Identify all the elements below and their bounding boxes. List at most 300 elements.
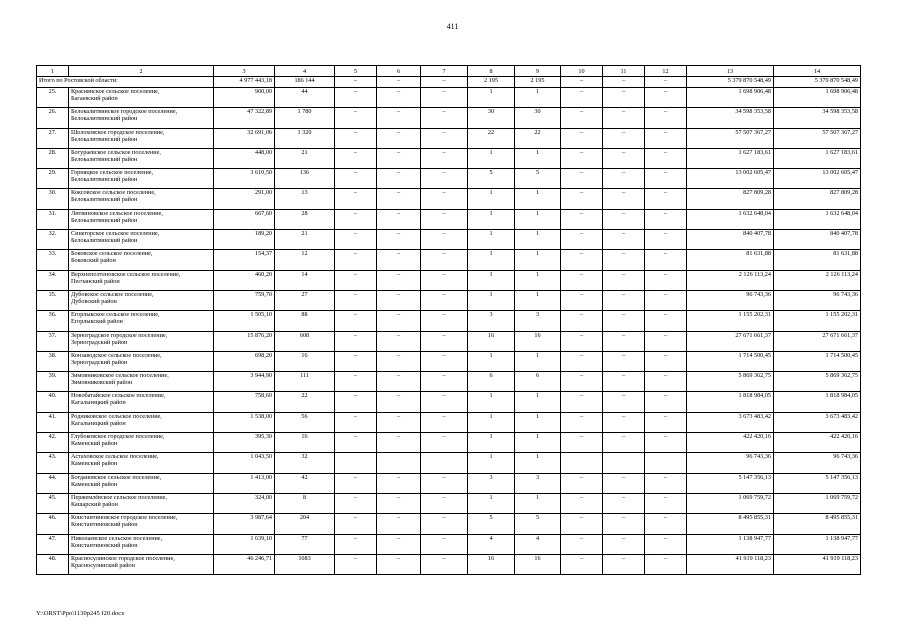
- value-cell: –: [335, 412, 377, 432]
- value-cell: 41 919 118,23: [774, 554, 861, 574]
- value-cell: 16: [275, 351, 335, 371]
- value-cell: 1 069 759,72: [774, 493, 861, 513]
- column-header: 10: [561, 66, 603, 77]
- value-cell: –: [561, 433, 603, 453]
- total-cell: 2 195: [468, 77, 515, 88]
- value-cell: 3 673 483,42: [774, 412, 861, 432]
- value-cell: 1 138 947,77: [687, 534, 774, 554]
- table-row: [37, 534, 861, 554]
- table-row: [37, 270, 861, 290]
- value-cell: –: [377, 209, 421, 229]
- footer-file-path: Y:\ORST\Ppo\1130p245 f20.docx: [36, 610, 125, 617]
- value-cell: –: [421, 169, 468, 189]
- value-cell: –: [561, 250, 603, 270]
- table-row: [37, 169, 861, 189]
- value-cell: 1 538,00: [214, 412, 275, 432]
- value-cell: 1 780: [275, 108, 335, 128]
- value-cell: –: [377, 493, 421, 513]
- column-header: 12: [645, 66, 687, 77]
- value-cell: –: [421, 473, 468, 493]
- value-cell: –: [645, 534, 687, 554]
- settlement-name: [69, 230, 214, 250]
- value-cell: –: [377, 554, 421, 574]
- value-cell: 1 505,10: [214, 311, 275, 331]
- value-cell: 1: [515, 209, 561, 229]
- value-cell: 3: [468, 473, 515, 493]
- value-cell: –: [603, 372, 645, 392]
- value-cell: –: [603, 514, 645, 534]
- settlement-line: Дубовское сельское поселение,: [71, 290, 154, 298]
- value-cell: 22: [515, 128, 561, 148]
- value-cell: 28: [275, 209, 335, 229]
- value-cell: –: [561, 392, 603, 412]
- value-cell: –: [377, 189, 421, 209]
- value-cell: 460,20: [214, 270, 275, 290]
- settlement-line: Новобатайское сельское поселение,: [71, 392, 166, 400]
- value-cell: 1083: [275, 554, 335, 574]
- value-cell: 13 002 605,47: [687, 169, 774, 189]
- settlement-line: Литвиновское сельское поселение,: [71, 209, 163, 217]
- settlement-name: [69, 331, 214, 351]
- value-cell: 3: [468, 311, 515, 331]
- value-cell: 1: [468, 88, 515, 108]
- value-cell: 5: [515, 514, 561, 534]
- value-cell: –: [335, 209, 377, 229]
- value-cell: 5: [515, 169, 561, 189]
- value-cell: 1: [468, 230, 515, 250]
- row-number: 34.: [37, 270, 69, 290]
- district-line: Белокалитвинский район: [71, 155, 138, 163]
- value-cell: –: [645, 108, 687, 128]
- value-cell: [561, 453, 603, 473]
- settlement-name: [69, 311, 214, 331]
- value-cell: 46 246,71: [214, 554, 275, 574]
- value-cell: 3: [515, 473, 561, 493]
- value-cell: 136: [275, 169, 335, 189]
- row-number: 28.: [37, 148, 69, 168]
- value-cell: –: [335, 554, 377, 574]
- value-cell: –: [645, 128, 687, 148]
- value-cell: –: [561, 290, 603, 310]
- value-cell: 13: [275, 189, 335, 209]
- value-cell: 3 944,90: [214, 372, 275, 392]
- district-line: Зерноградский район: [71, 338, 128, 346]
- settlement-name: [69, 169, 214, 189]
- value-cell: –: [645, 433, 687, 453]
- value-cell: 1 632 648,04: [687, 209, 774, 229]
- value-cell: –: [603, 473, 645, 493]
- value-cell: 96 743,36: [774, 453, 861, 473]
- row-number: 46.: [37, 514, 69, 534]
- settlement-name: [69, 108, 214, 128]
- value-cell: 1 818 984,05: [774, 392, 861, 412]
- value-cell: –: [335, 108, 377, 128]
- value-cell: 5: [468, 514, 515, 534]
- district-line: Кагальницкий район: [71, 399, 126, 407]
- table-row: [37, 412, 861, 432]
- value-cell: 1 138 947,77: [774, 534, 861, 554]
- district-line: Белокалитвинский район: [71, 216, 138, 224]
- value-cell: –: [561, 372, 603, 392]
- value-cell: –: [645, 493, 687, 513]
- page-number: 411: [446, 22, 459, 31]
- district-line: Егорлыкский район: [71, 318, 123, 326]
- value-cell: 32: [275, 453, 335, 473]
- row-number: 42.: [37, 433, 69, 453]
- value-cell: 1: [468, 453, 515, 473]
- value-cell: –: [645, 169, 687, 189]
- value-cell: [603, 453, 645, 473]
- value-cell: 827 809,28: [687, 189, 774, 209]
- value-cell: 2 126 113,24: [687, 270, 774, 290]
- value-cell: 1 639,10: [214, 534, 275, 554]
- value-cell: –: [603, 169, 645, 189]
- value-cell: 900,00: [214, 88, 275, 108]
- value-cell: –: [335, 270, 377, 290]
- value-cell: –: [561, 128, 603, 148]
- value-cell: 8 495 855,31: [774, 514, 861, 534]
- value-cell: –: [561, 331, 603, 351]
- settlement-line: Краснянское сельское поселение,: [71, 88, 160, 95]
- value-cell: –: [335, 128, 377, 148]
- value-cell: 13 002 605,47: [774, 169, 861, 189]
- total-label: Итого по Ростовской области:: [37, 77, 214, 88]
- value-cell: –: [421, 534, 468, 554]
- value-cell: 12: [275, 250, 335, 270]
- value-cell: –: [603, 331, 645, 351]
- value-cell: 8 495 855,31: [687, 514, 774, 534]
- value-cell: 4: [515, 534, 561, 554]
- value-cell: –: [421, 88, 468, 108]
- column-header: 3: [214, 66, 275, 77]
- value-cell: 5 147 356,13: [687, 473, 774, 493]
- value-cell: 448,00: [214, 148, 275, 168]
- value-cell: 21: [275, 230, 335, 250]
- value-cell: 840 407,78: [774, 230, 861, 250]
- value-cell: –: [335, 250, 377, 270]
- district-line: Константиновский район: [71, 521, 138, 529]
- value-cell: 3 987,64: [214, 514, 275, 534]
- row-number: 41.: [37, 412, 69, 432]
- district-line: Кагальницкий район: [71, 419, 126, 427]
- value-cell: 16: [468, 331, 515, 351]
- value-cell: 1 069 759,72: [687, 493, 774, 513]
- district-line: Каменский район: [71, 480, 118, 488]
- table-row: [37, 331, 861, 351]
- column-header: 9: [515, 66, 561, 77]
- value-cell: –: [421, 392, 468, 412]
- settlement-name: [69, 290, 214, 310]
- value-cell: –: [421, 311, 468, 331]
- value-cell: 6: [468, 372, 515, 392]
- value-cell: –: [377, 290, 421, 310]
- value-cell: –: [335, 351, 377, 371]
- value-cell: 422 420,16: [774, 433, 861, 453]
- value-cell: –: [645, 331, 687, 351]
- value-cell: 5: [468, 169, 515, 189]
- value-cell: –: [603, 270, 645, 290]
- value-cell: –: [335, 473, 377, 493]
- value-cell: 1 698 906,48: [687, 88, 774, 108]
- value-cell: 1 043,50: [214, 453, 275, 473]
- value-cell: 1 413,00: [214, 473, 275, 493]
- settlement-line: Конзаводское сельское поселение,: [71, 351, 162, 359]
- value-cell: 1 818 984,05: [687, 392, 774, 412]
- table-row: [37, 128, 861, 148]
- value-cell: [645, 453, 687, 473]
- value-cell: –: [561, 148, 603, 168]
- value-cell: 96 743,36: [687, 453, 774, 473]
- value-cell: 30: [468, 108, 515, 128]
- value-cell: –: [561, 108, 603, 128]
- value-cell: –: [645, 311, 687, 331]
- settlement-name: [69, 392, 214, 412]
- value-cell: –: [377, 230, 421, 250]
- value-cell: 1 627 183,61: [774, 148, 861, 168]
- total-cell: –: [421, 77, 468, 88]
- value-cell: –: [561, 534, 603, 554]
- value-cell: –: [377, 270, 421, 290]
- value-cell: 2 126 113,24: [774, 270, 861, 290]
- total-cell: –: [645, 77, 687, 88]
- total-cell: 186 144: [275, 77, 335, 88]
- district-line: Багаевский район: [71, 95, 118, 102]
- value-cell: –: [603, 351, 645, 371]
- value-cell: 1: [515, 230, 561, 250]
- value-cell: –: [603, 493, 645, 513]
- row-number: 31.: [37, 209, 69, 229]
- settlement-line: Шолоховское городское поселение,: [71, 128, 165, 136]
- column-header: 14: [774, 66, 861, 77]
- table-row: [37, 250, 861, 270]
- value-cell: 395,30: [214, 433, 275, 453]
- value-cell: 96 743,36: [774, 290, 861, 310]
- value-cell: –: [377, 311, 421, 331]
- value-cell: 1: [468, 209, 515, 229]
- value-cell: –: [377, 351, 421, 371]
- value-cell: 758,60: [214, 392, 275, 412]
- district-line: Зерноградский район: [71, 358, 128, 366]
- value-cell: –: [377, 108, 421, 128]
- settlement-name: [69, 372, 214, 392]
- table-row: [37, 189, 861, 209]
- value-cell: 21: [275, 148, 335, 168]
- value-cell: 88: [275, 311, 335, 331]
- value-cell: –: [561, 554, 603, 574]
- value-cell: –: [335, 88, 377, 108]
- column-header: 6: [377, 66, 421, 77]
- settlement-line: Боковское сельское поселение,: [71, 250, 153, 258]
- value-cell: –: [645, 351, 687, 371]
- settlement-name: [69, 412, 214, 432]
- value-cell: 1: [468, 250, 515, 270]
- value-cell: –: [421, 250, 468, 270]
- total-cell: 2 195: [515, 77, 561, 88]
- settlement-name: [69, 351, 214, 371]
- value-cell: –: [421, 351, 468, 371]
- row-number: 39.: [37, 372, 69, 392]
- value-cell: 1: [515, 270, 561, 290]
- value-cell: –: [561, 412, 603, 432]
- row-number: 45.: [37, 493, 69, 513]
- value-cell: –: [335, 169, 377, 189]
- value-cell: –: [645, 148, 687, 168]
- value-cell: 840 407,78: [687, 230, 774, 250]
- value-cell: –: [603, 209, 645, 229]
- value-cell: 291,00: [214, 189, 275, 209]
- district-line: Дубовский район: [71, 297, 117, 305]
- settlement-line: Николаевское сельское поселение,: [71, 534, 163, 542]
- value-cell: 1 627 183,61: [687, 148, 774, 168]
- value-cell: 16: [275, 433, 335, 453]
- value-cell: 698,20: [214, 351, 275, 371]
- table-row: [37, 351, 861, 371]
- value-cell: 6: [515, 372, 561, 392]
- value-cell: 1: [468, 351, 515, 371]
- district-line: Белокалитвинский район: [71, 237, 138, 245]
- value-cell: 1: [515, 189, 561, 209]
- value-cell: 1: [515, 392, 561, 412]
- table-row: [37, 554, 861, 574]
- value-cell: 1: [468, 290, 515, 310]
- value-cell: –: [335, 433, 377, 453]
- row-number: 44.: [37, 473, 69, 493]
- table-row: [37, 148, 861, 168]
- value-cell: –: [421, 493, 468, 513]
- total-cell: 5 379 870 548,49: [687, 77, 774, 88]
- district-line: Каменский район: [71, 440, 118, 448]
- row-number: 48.: [37, 554, 69, 574]
- value-cell: –: [645, 209, 687, 229]
- value-cell: –: [421, 128, 468, 148]
- value-cell: 667,60: [214, 209, 275, 229]
- total-row: [37, 77, 861, 88]
- row-number: 27.: [37, 128, 69, 148]
- value-cell: 27: [275, 290, 335, 310]
- value-cell: –: [377, 392, 421, 412]
- value-cell: 204: [275, 514, 335, 534]
- value-cell: –: [335, 372, 377, 392]
- row-number: 35.: [37, 290, 69, 310]
- value-cell: –: [561, 230, 603, 250]
- row-number: 25.: [37, 88, 69, 108]
- value-cell: –: [335, 148, 377, 168]
- row-number: 36.: [37, 311, 69, 331]
- settlement-line: Синегорское сельское поселение,: [71, 230, 160, 238]
- value-cell: 57 507 367,27: [687, 128, 774, 148]
- value-cell: –: [421, 514, 468, 534]
- value-cell: 1: [468, 493, 515, 513]
- district-line: Белокалитвинский район: [71, 196, 138, 204]
- value-cell: 608: [275, 331, 335, 351]
- district-line: Песчанский район: [71, 277, 120, 285]
- table-row: [37, 514, 861, 534]
- district-line: Боковский район: [71, 257, 116, 265]
- value-cell: 1: [515, 412, 561, 432]
- value-cell: –: [335, 392, 377, 412]
- value-cell: 5 869 362,75: [774, 372, 861, 392]
- value-cell: –: [421, 412, 468, 432]
- value-cell: –: [603, 128, 645, 148]
- value-cell: 1: [515, 453, 561, 473]
- value-cell: [377, 453, 421, 473]
- value-cell: 1: [468, 433, 515, 453]
- value-cell: [421, 453, 468, 473]
- value-cell: –: [421, 230, 468, 250]
- value-cell: 1 155 202,31: [774, 311, 861, 331]
- row-number: 26.: [37, 108, 69, 128]
- table-row: [37, 473, 861, 493]
- settlement-line: Богдановское сельское поселение,: [71, 473, 162, 481]
- column-header: 4: [275, 66, 335, 77]
- settlement-line: Коксовское сельское поселение,: [71, 189, 156, 197]
- row-number: 33.: [37, 250, 69, 270]
- value-cell: 81 631,88: [774, 250, 861, 270]
- district-line: Белокалитвинский район: [71, 176, 138, 184]
- table-row: [37, 493, 861, 513]
- row-number: 37.: [37, 331, 69, 351]
- value-cell: 16: [468, 554, 515, 574]
- value-cell: 15 876,20: [214, 331, 275, 351]
- value-cell: –: [421, 189, 468, 209]
- value-cell: –: [335, 311, 377, 331]
- district-line: Зимовниковский район: [71, 379, 133, 387]
- value-cell: –: [377, 88, 421, 108]
- value-cell: –: [377, 250, 421, 270]
- total-cell: –: [335, 77, 377, 88]
- value-cell: –: [603, 108, 645, 128]
- settlement-line: Белокалитвинское городское поселение,: [71, 108, 178, 116]
- table-row: [37, 88, 861, 108]
- row-number: 47.: [37, 534, 69, 554]
- value-cell: 1 714 500,45: [687, 351, 774, 371]
- value-cell: 96 743,36: [687, 290, 774, 310]
- value-cell: 27 671 661,37: [774, 331, 861, 351]
- district-line: Красносулинский район: [71, 561, 135, 569]
- value-cell: –: [603, 534, 645, 554]
- table-row: [37, 372, 861, 392]
- value-cell: 827 809,28: [774, 189, 861, 209]
- value-cell: –: [561, 514, 603, 534]
- value-cell: –: [335, 290, 377, 310]
- value-cell: 34 598 353,58: [687, 108, 774, 128]
- value-cell: 8: [275, 493, 335, 513]
- value-cell: 41 919 118,23: [687, 554, 774, 574]
- district-line: Кашарский район: [71, 500, 118, 508]
- column-header: 11: [603, 66, 645, 77]
- row-number: 29.: [37, 169, 69, 189]
- table-row: [37, 433, 861, 453]
- value-cell: 22: [468, 128, 515, 148]
- settlement-name: [69, 514, 214, 534]
- value-cell: –: [421, 209, 468, 229]
- value-cell: 3 673 483,42: [687, 412, 774, 432]
- value-cell: –: [645, 250, 687, 270]
- value-cell: 1: [515, 290, 561, 310]
- value-cell: –: [335, 534, 377, 554]
- settlement-name: [69, 250, 214, 270]
- value-cell: 1 632 648,04: [774, 209, 861, 229]
- value-cell: –: [645, 88, 687, 108]
- value-cell: 111: [275, 372, 335, 392]
- district-line: Белокалитвинский район: [71, 135, 138, 143]
- value-cell: 1: [515, 250, 561, 270]
- value-cell: –: [377, 433, 421, 453]
- table-row: [37, 209, 861, 229]
- settlement-line: Красносулинское городское поселение,: [71, 554, 175, 562]
- value-cell: –: [335, 331, 377, 351]
- value-cell: 5 869 362,75: [687, 372, 774, 392]
